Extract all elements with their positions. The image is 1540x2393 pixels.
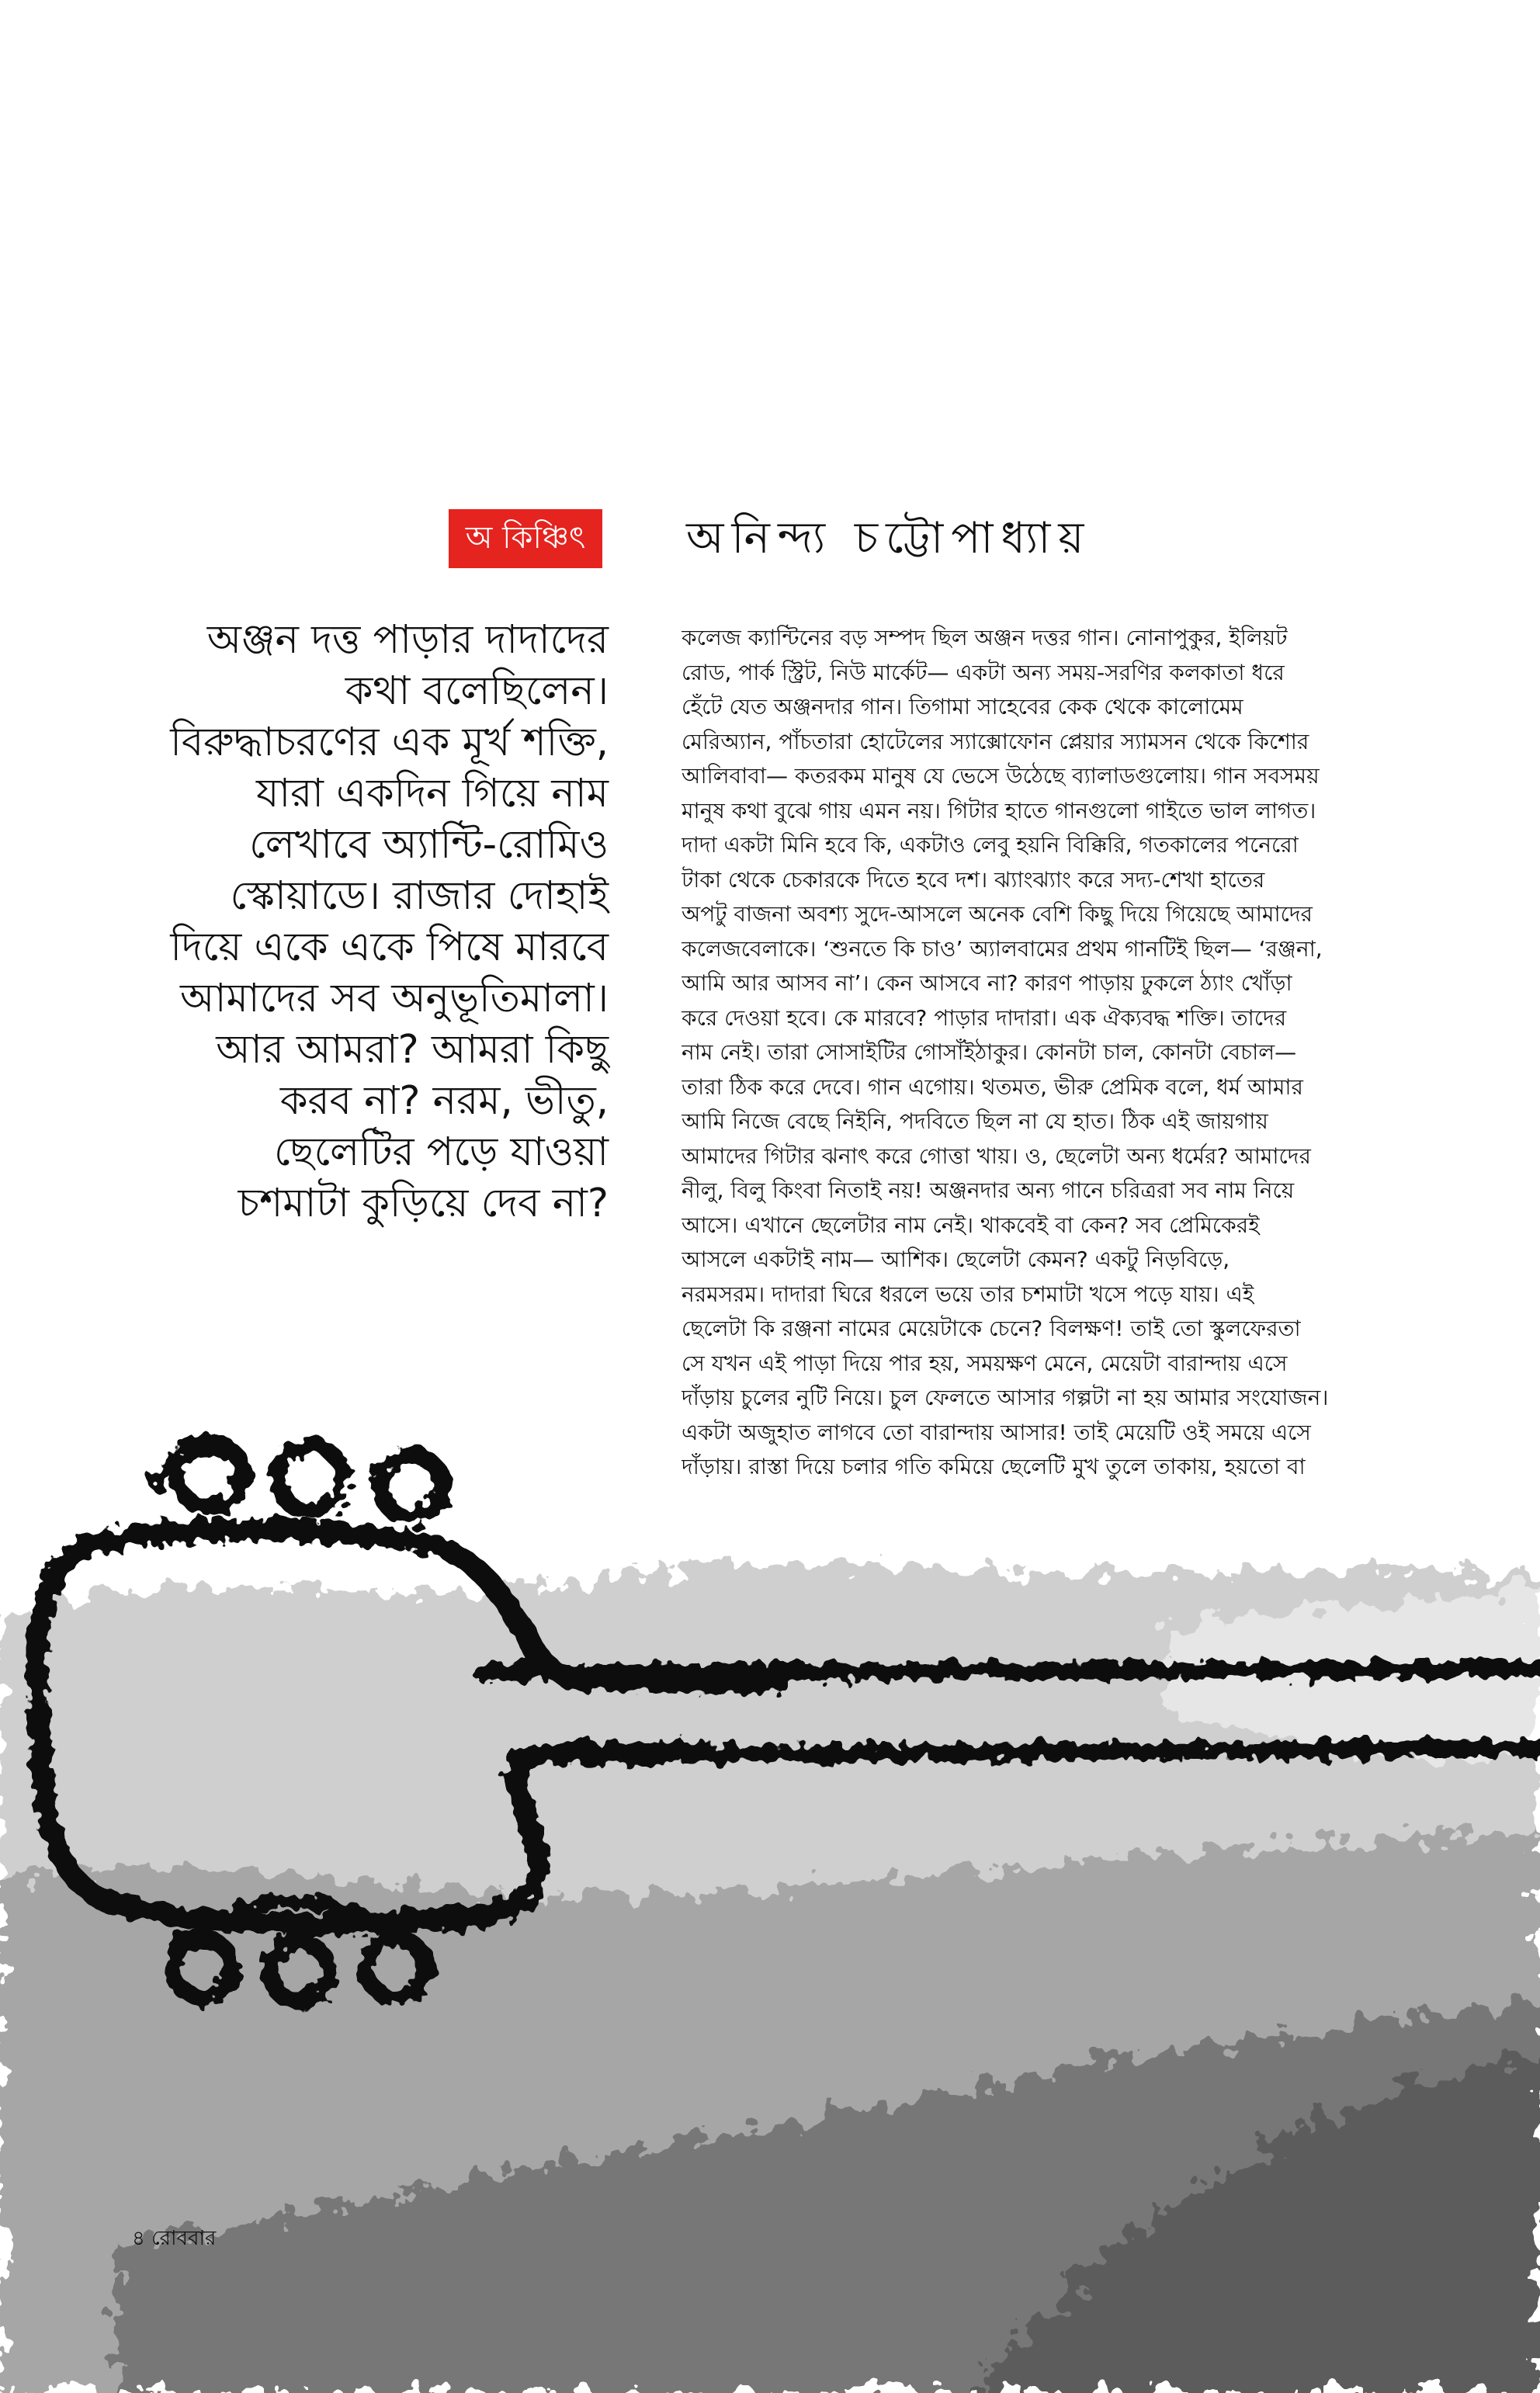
- body-line: তারা ঠিক করে দেবে। গান এগোয়। থতমত, ভীরু প্রেমিক বলে, ধর্ম আমার: [682, 1073, 1303, 1100]
- body-line: হেঁটে যেত অঞ্জনদার গান। তিগামা সাহেবের কেক থেকে কালোমেম: [682, 694, 1243, 720]
- body-line: নীলু, বিলু কিংবা নিতাই নয়! অঞ্জনদার অন্য গানে চরিত্ররা সব নাম নিয়ে: [682, 1177, 1295, 1203]
- body-line: মানুষ কথা বুঝে গায় এমন নয়। গিটার হাতে গানগুলো গাইতে ভাল লাগত।: [682, 797, 1316, 824]
- pull-quote-line: লেখাবে অ্যান্টি-রোমিও: [249, 822, 609, 868]
- body-line: দাঁড়ায় চুলের নুটি নিয়ে। চুল ফেলতে আসার গল্পটা না হয় আমার সংযোজন।: [682, 1385, 1329, 1410]
- body-line: আমি আর আসব না’। কেন আসবে না? কারণ পাড়ায় ঢুকলে ঠ্যাং খোঁড়া: [682, 970, 1292, 996]
- body-line: অপটু বাজনা অবশ্য সুদে-আসলে অনেক বেশি কিছু দিয়ে গিয়েছে আমাদের: [682, 901, 1313, 927]
- pull-quote-line: ছেলেটির পড়ে যাওয়া: [273, 1129, 609, 1175]
- body-line: করে দেওয়া হবে। কে মারবে? পাড়ার দাদারা। এক ঐক্যবদ্ধ শক্তি। তাদের: [682, 1004, 1287, 1031]
- body-line: একটা অজুহাত লাগবে তো বারান্দায় আসার! তাই মেয়েটি ওই সময়ে এসে: [682, 1419, 1311, 1445]
- pull-quote-line: দিয়ে একে একে পিষে মারবে: [170, 924, 609, 970]
- body-line: দাদা একটা মিনি হবে কি, একটাও লেবু হয়নি বিক্কিরি, গতকালের পনেরো: [682, 832, 1299, 858]
- article-body: [682, 621, 1408, 1485]
- body-line: রোড, পার্ক স্ট্রিট, নিউ মার্কেট— একটা অন্য সময়-সরণির কলকাতা ধরে: [682, 659, 1285, 685]
- section-tag: অ কিঞ্চিৎ: [449, 509, 602, 568]
- pull-quote-line: আমাদের সব অনুভূতিমালা।: [179, 976, 609, 1021]
- body-line: কলেজ ক্যান্টিনের বড় সম্পদ ছিল অঞ্জন দত্তর গান। নোনাপুকুর, ইলিয়ট: [682, 625, 1288, 650]
- pull-quote-line: যারা একদিন গিয়ে নাম: [255, 771, 609, 817]
- body-line: আসলে একটাই নাম— আশিক। ছেলেটা কেমন? একটু নিড়বিড়ে,: [682, 1247, 1230, 1272]
- pull-quote-line: বিরুদ্ধাচরণের এক মূর্খ শক্তি,: [170, 720, 609, 765]
- body-line: আমি নিজে বেছে নিইনি, পদবিতে ছিল না যে হাত। ঠিক এই জায়গায়: [682, 1108, 1268, 1134]
- body-line: আমাদের গিটার ঝনাৎ করে গোত্তা খায়। ও, ছেলেটা অন্য ধর্মের? আমাদের: [682, 1143, 1311, 1169]
- body-line: সে যখন এই পাড়া দিয়ে পার হয়, সময়ক্ষণ মেনে, মেয়েটা বারান্দায় এসে: [682, 1350, 1288, 1376]
- body-line: টাকা থেকে চেকারকে দিতে হবে দশ। ঝ্যাংঝ্যাং করে সদ্য-শেখা হাতের: [682, 866, 1265, 893]
- pull-quote-line: আর আমরা? আমরা কিছু: [216, 1027, 609, 1073]
- pull-quote-line: স্কোয়াডে। রাজার দোহাই: [230, 873, 609, 919]
- body-line: আসে। এখানে ছেলেটার নাম নেই। থাকবেই বা কেন? সব প্রেমিকেরই: [682, 1212, 1260, 1238]
- body-line: নাম নেই। তারা সোসাইটির গোসাঁইঠাকুর। কোনটা চাল, কোনটা বেচাল—: [682, 1039, 1297, 1065]
- body-line: আলিবাবা— কতরকম মানুষ যে ভেসে উঠেছে ব্যালাডগুলোয়। গান সবসময়: [682, 763, 1320, 789]
- body-line: মেরিঅ্যান, পাঁচতারা হোটেলের স্যাক্সোফোন প্লেয়ার স্যামসন থেকে কিশোর: [682, 728, 1309, 754]
- pull-quote-line: কথা বলেছিলেন।: [345, 668, 609, 714]
- body-line: দাঁড়ায়। রাস্তা দিয়ে চলার গতি কমিয়ে ছেলেটি মুখ তুলে তাকায়, হয়তো বা: [682, 1454, 1306, 1479]
- body-line: কলেজবেলাকে। ‘শুনতে কি চাও’ অ্যালবামের প্রথম গানটিই ছিল— ‘রঞ্জনা,: [682, 935, 1323, 962]
- pull-quote: [112, 615, 609, 1229]
- pull-quote-line: চশমাটা কুড়িয়ে দেব না?: [238, 1181, 609, 1226]
- body-line: ছেলেটা কি রঞ্জনা নামের মেয়েটাকে চেনে? বিলক্ষণ! তাই তো স্কুলফেরতা: [682, 1316, 1301, 1341]
- page-folio: ৪ রোববার: [132, 2227, 217, 2250]
- body-line: নরমসরম। দাদারা ঘিরে ধরলে ভয়ে তার চশমাটা খসে পড়ে যায়। এই: [682, 1281, 1254, 1307]
- pull-quote-line: অঞ্জন দত্ত পাড়ার দাদাদের: [206, 617, 609, 663]
- pull-quote-line: করব না? নরম, ভীতু,: [279, 1078, 609, 1124]
- author-byline: অনিন্দ্য চট্টোপাধ্যায়: [686, 513, 1092, 564]
